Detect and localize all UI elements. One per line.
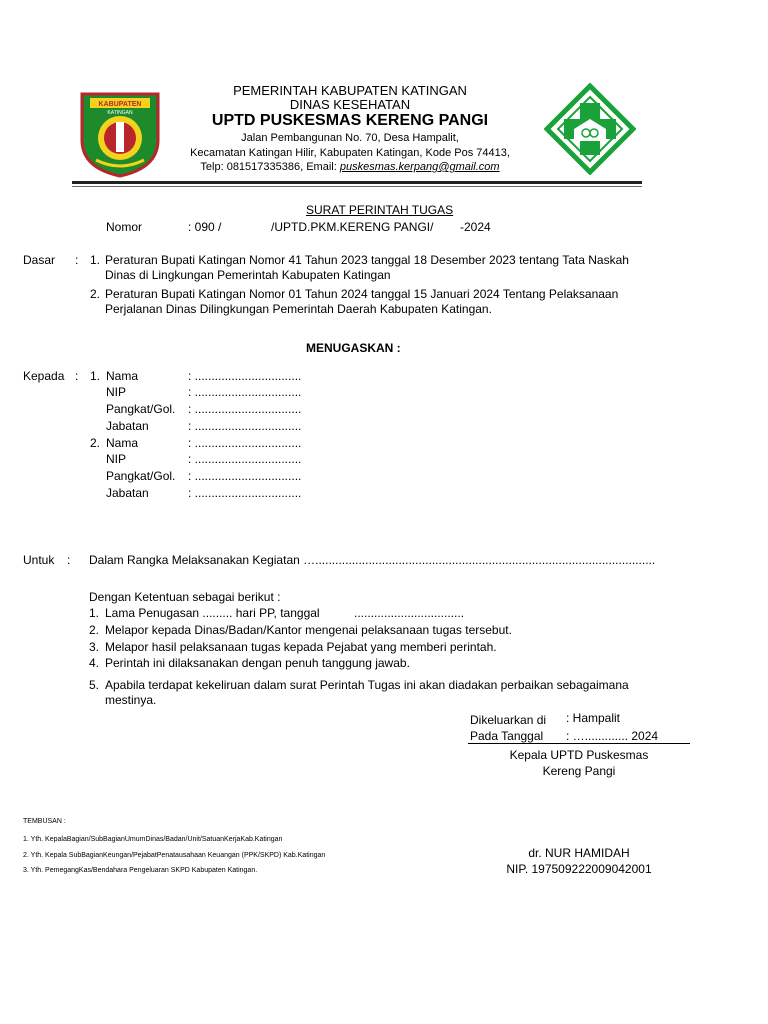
field-label: NIP <box>106 385 127 399</box>
untuk-colon: : <box>67 553 71 567</box>
kepada-colon: : <box>75 369 79 383</box>
ketentuan-number: 5. <box>89 678 100 692</box>
ketentuan-number: 3. <box>89 640 100 654</box>
dasar-item-text-cont: Perjalanan Dinas Dilingkungan Pemerintah Daerah Kabupaten Katingan. <box>105 302 492 316</box>
nomor-label: Nomor <box>106 220 143 234</box>
dasar-label: Dasar <box>23 253 56 267</box>
field-value: : ................................ <box>188 402 302 416</box>
field-label: Nama <box>106 436 139 450</box>
dasar-colon: : <box>75 253 79 267</box>
letterhead-rule-thin <box>72 186 642 187</box>
signer-nip: NIP. 197509222009042001 <box>506 862 652 876</box>
dasar-item-number: 2. <box>90 287 101 301</box>
field-label: Jabatan <box>106 486 149 500</box>
ketentuan-text: Melapor kepada Dinas/Badan/Kantor mengenai pelaksanaan tugas tersebut. <box>105 623 512 637</box>
menugaskan-heading: MENUGASKAN : <box>306 341 401 355</box>
field-value: : ................................ <box>188 436 302 450</box>
field-value: : ................................ <box>188 486 302 500</box>
field-value: : ................................ <box>188 369 302 383</box>
signer-name: dr. NUR HAMIDAH <box>528 846 630 860</box>
field-value: : ................................ <box>188 385 302 399</box>
field-label: Pangkat/Gol. <box>106 402 176 416</box>
person-number: 1. <box>90 369 101 383</box>
ketentuan-date-blank: ................................. <box>354 606 465 620</box>
tanggal-value: : …............. 2024 <box>566 729 659 743</box>
nomor-prefix: : 090 / <box>188 220 222 234</box>
kepada-label: Kepada <box>23 369 65 383</box>
dasar-item-text-cont: Dinas di Lingkungan Pemerintah Kabupaten Katingan <box>105 268 391 282</box>
letterhead-address2: Kecamatan Katingan Hilir, Kabupaten Katingan, Kode Pos 74413, <box>190 147 510 159</box>
dasar-item-number: 1. <box>90 253 101 267</box>
logo-text-katingan: KATINGAN <box>107 110 133 116</box>
signature-divider <box>468 743 690 744</box>
signer-position-line2: Kereng Pangi <box>542 764 616 778</box>
field-label: Nama <box>106 369 139 383</box>
contact-phone: Telp: 081517335386, Email: <box>200 161 340 173</box>
field-value: : ................................ <box>188 469 302 483</box>
untuk-label: Untuk <box>23 553 55 567</box>
tembusan-item: 1. Yth. KepalaBagian/SubBagianUmumDinas/Badan/Unit/SatuanKerjaKab.Katingan <box>23 836 283 843</box>
letterhead-line2: DINAS KESEHATAN <box>289 97 411 112</box>
signer-position: Kepala UPTD Puskesmas <box>509 748 649 762</box>
ketentuan-text: Melapor hasil pelaksanaan tugas kepada Pejabat yang memberi perintah. <box>105 640 497 654</box>
ketentuan-text: Lama Penugasan ......... hari PP, tanggal <box>105 606 320 620</box>
tembusan-heading: TEMBUSAN : <box>23 818 66 825</box>
ketentuan-number: 1. <box>89 606 100 620</box>
field-label: Jabatan <box>106 419 149 433</box>
tembusan-item: 2. Yth. Kepala SubBagianKeungan/PejabatPenatausahaan Keuangan (PPK/SKPD) Kab.Katingan <box>23 852 326 859</box>
logo-text-kabupaten: KABUPATEN <box>98 101 142 108</box>
letterhead-title: UPTD PUSKESMAS KERENG PANGI <box>211 112 489 129</box>
tembusan-item: 3. Yth. PemegangKas/Bendahara Pengeluaran SKPD Kabupaten Katingan. <box>23 867 258 874</box>
ketentuan-number: 2. <box>89 623 100 637</box>
contact-email[interactable]: puskesmas.kerpang@gmail.com <box>339 161 500 173</box>
nomor-middle: /UPTD.PKM.KERENG PANGI/ <box>271 220 434 234</box>
dikeluarkan-value: : Hampalit <box>566 711 621 725</box>
letterhead-address1: Jalan Pembangunan No. 70, Desa Hampalit, <box>241 132 459 144</box>
dasar-item-text: Peraturan Bupati Katingan Nomor 01 Tahun 2024 tanggal 15 Januari 2024 Tentang Pelaksanaan <box>105 287 619 301</box>
field-label: Pangkat/Gol. <box>106 469 176 483</box>
field-value: : ................................ <box>188 419 302 433</box>
dikeluarkan-label: Dikeluarkan di <box>470 713 547 727</box>
ketentuan-heading: Dengan Ketentuan sebagai berikut : <box>89 590 281 604</box>
tanggal-label: Pada Tanggal <box>470 729 544 743</box>
letterhead-contact <box>170 161 530 173</box>
nomor-year: -2024 <box>460 220 491 234</box>
document-title: SURAT PERINTAH TUGAS <box>306 203 454 217</box>
ketentuan-text: Perintah ini dilaksanakan dengan penuh tanggung jawab. <box>105 656 410 670</box>
katingan-regency-logo <box>76 90 164 178</box>
letterhead-rule <box>72 181 642 184</box>
field-value: : ................................ <box>188 452 302 466</box>
ketentuan-text: Apabila terdapat kekeliruan dalam surat Perintah Tugas ini akan diadakan perbaikan sebagaimana <box>105 678 629 692</box>
dasar-item-text: Peraturan Bupati Katingan Nomor 41 Tahun 2023 tanggal 18 Desember 2023 tentang Tata Naskah <box>105 253 629 267</box>
field-label: NIP <box>106 452 127 466</box>
puskesmas-logo <box>544 83 636 175</box>
ketentuan-number: 4. <box>89 656 100 670</box>
person-number: 2. <box>90 436 101 450</box>
untuk-text: Dalam Rangka Melaksanakan Kegiatan …...................................................................................................... <box>89 553 656 567</box>
ketentuan-text-cont: mestinya. <box>105 693 157 707</box>
letterhead-line1: PEMERINTAH KABUPATEN KATINGAN <box>233 83 467 98</box>
